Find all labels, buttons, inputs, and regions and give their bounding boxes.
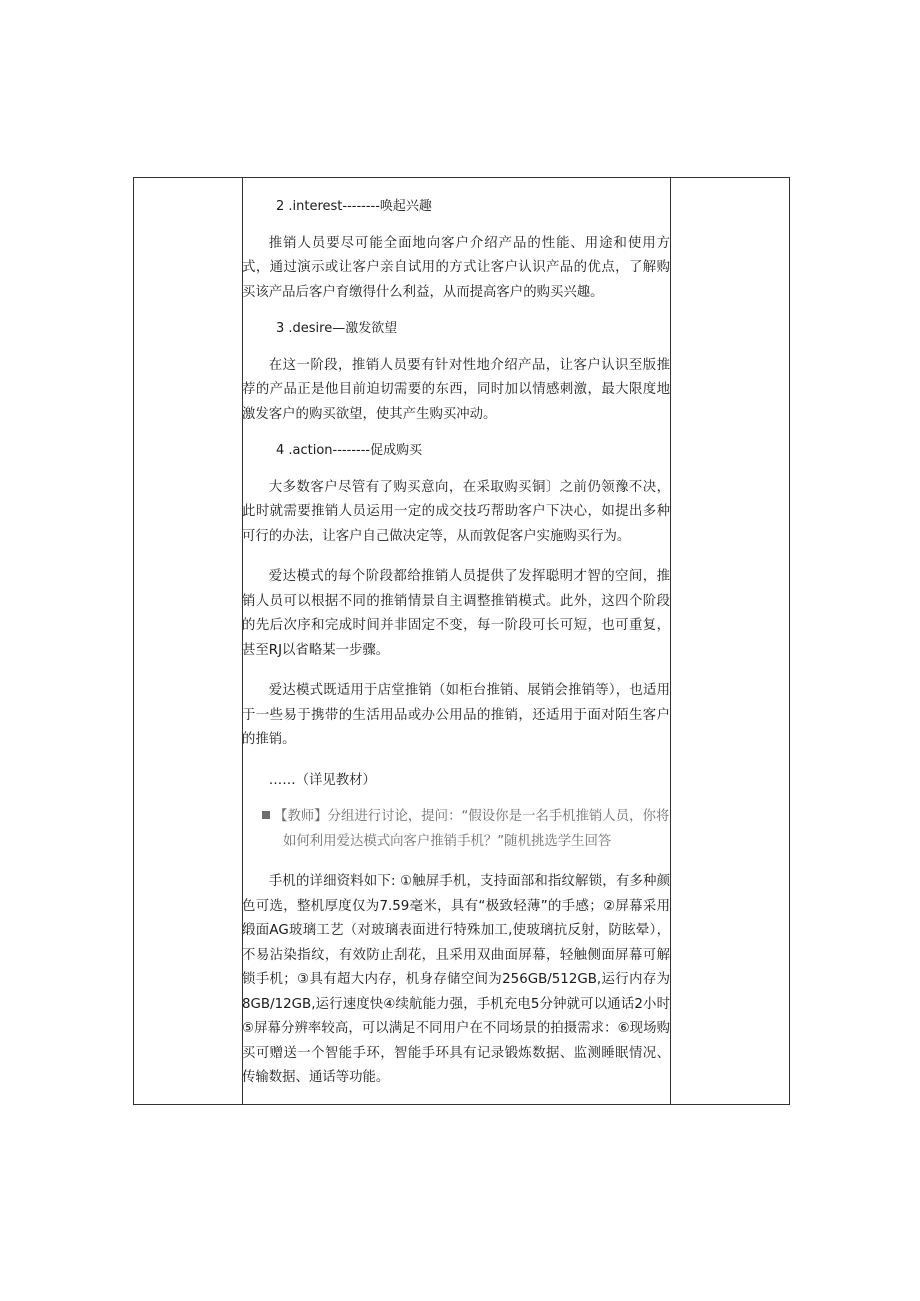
teacher-activity <box>242 805 670 854</box>
aida-flexibility-paragraph: 爱达模式的每个阶段都给推销人员提供了发挥聪明才智的空间，推销人员可以根据不同的推销情景自主调整推销模式。此外，这四个阶段的先后次序和完成时间并非固定不变，每一阶段可长可短，也可重复，甚至RJ以省略某一步骤。 <box>242 569 670 658</box>
desire-heading: 3 .desire—激发欲望 <box>276 321 398 336</box>
desire-paragraph: 在这一阶段，推销人员要有针对性地介绍产品，让客户认识至版推荐的产品正是他目前迫切需要的东西，同时加以情感刺激，最大限度地激发客户的购买欲望，使其产生购买冲动。 <box>242 357 670 422</box>
teacher-activity-line1: 【教师】分组进行讨论，提问：“假设你是一名手机推销人员，你将 <box>274 809 670 824</box>
interest-heading: 2 .interest--------唤起兴趣 <box>276 199 432 214</box>
table-column-divider-right <box>670 178 671 1104</box>
main-content-cell <box>242 195 670 1091</box>
see-textbook-note: ……（详见教材） <box>268 772 376 788</box>
phone-details-paragraph: 手机的详细资料如下: ①触屏手机，支持面部和指纹解锁，有多种颜色可选，整机厚度仅为7.59毫米，具有“极致轻薄”的手感；②屏幕采用缎面AG玻璃工艺（对玻璃表面进行特殊加工,使玻璃抗反射，防眩晕），不易沾染指纹，有效防止刮花，且采用双曲面屏幕，轻触侧面屏幕可解锁手机；③具有超大内存，机身存储空间为256GB/512GB,运行内存为8GB/12GB,运行速度快④续航能力强，手机充电5分钟就可以通话2小时⑤屏幕分辨率较高，可以满足不同用户在不同场景的拍摄需求：⑥现场购买可赠送一个智能手环，智能手环具有记录锻炼数据、监测睡眠情况、传输数据、通话等功能。 <box>242 874 670 1085</box>
aida-scope-paragraph: 爱达模式既适用于店堂推销（如柜台推销、展销会推销等），也适用于一些易于携带的生活用品或办公用品的推销，还适用于面对陌生客户的推销。 <box>242 683 670 747</box>
action-paragraph: 大多数客户尽管有了购买意向，在采取购买铜〕之前仍领豫不决，此时就需要推销人员运用一定的成交技巧帮助客户下决心，如提出多种可行的办法，让客户自己做决定等，从而敦促客户实施购买行为。 <box>242 479 670 544</box>
action-heading: 4 .action--------促成购买 <box>276 443 423 458</box>
square-bullet-icon <box>262 811 270 819</box>
interest-paragraph: 推销人员要尽可能全面地向客户介绍产品的性能、用途和使用方式，通过演示或让客户亲自试用的方式让客户认识产品的优点，了解购买该产品后客户育缴得什么利益，从而提高客户的购买兴趣。 <box>242 235 670 300</box>
teacher-activity-line2: 如何利用爱达模式向客户推销手机？”随机挑选学生回答 <box>283 833 612 849</box>
